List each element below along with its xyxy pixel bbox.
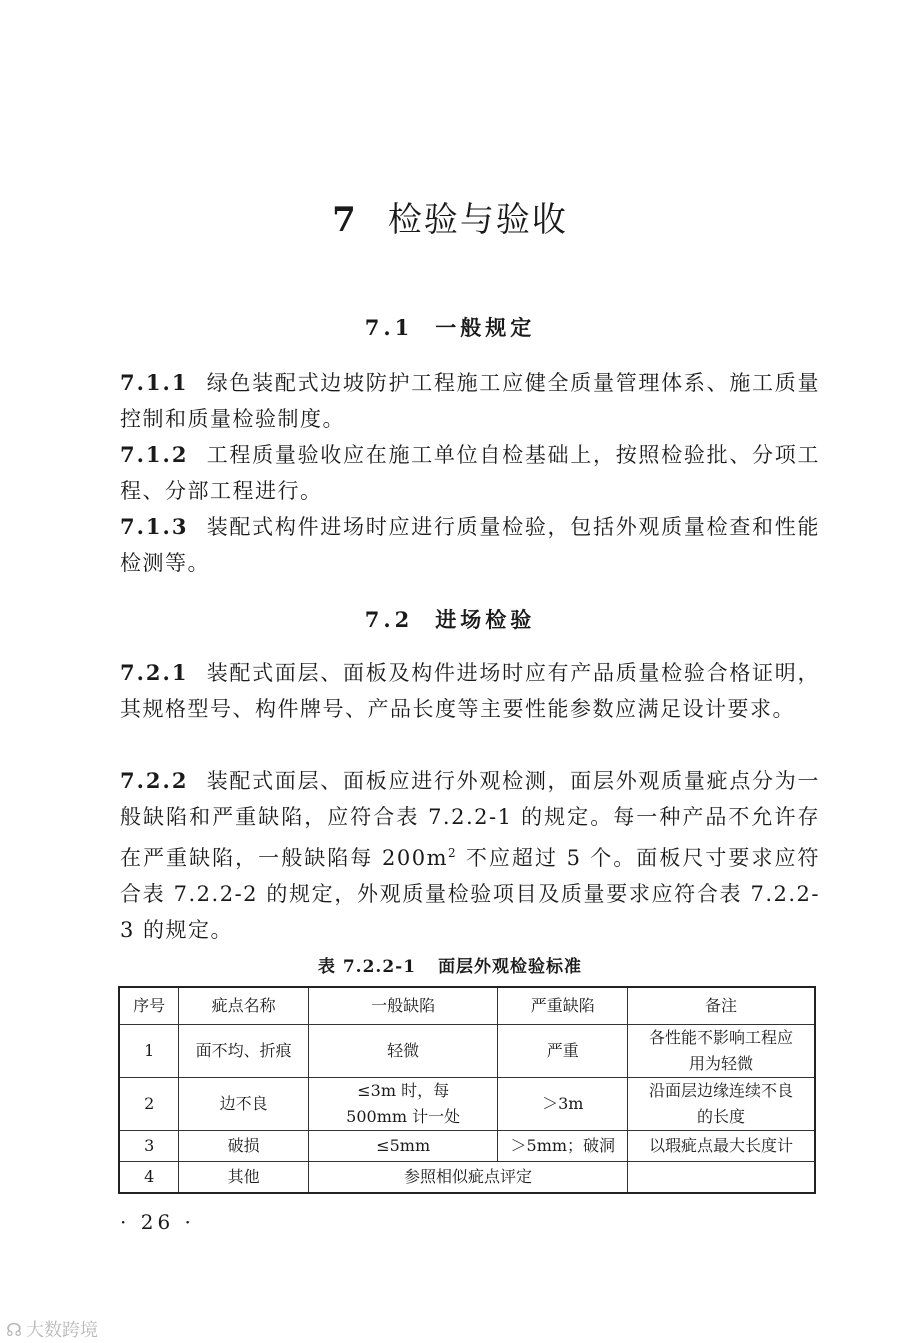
section-title-7-2 [0,604,900,634]
clause-text: 工程质量验收应在施工单位自检基础上，按照检验批、分项工程、分部工程进行。 [120,443,820,503]
table-row [119,1078,815,1131]
cell-name: 面不均、折痕 [179,1025,309,1078]
superscript: 2 [448,846,458,860]
clause-id: 7.1.2 [120,442,189,467]
clause-7-1-1 [120,365,820,437]
clause-7-2-1 [120,655,820,727]
clause-text: 装配式面层、面板及构件进场时应有产品质量检验合格证明，其规格型号、构件牌号、产品长度等主要性能参数应满足设计要求。 [120,661,820,721]
clause-id: 7.2.2 [120,768,189,793]
clause-id: 7.1.3 [120,514,189,539]
chapter-title [0,192,900,241]
table-row [119,1162,815,1194]
table-caption [0,952,900,977]
clause-text: 绿色装配式边坡防护工程施工应健全质量管理体系、施工质量控制和质量检验制度。 [120,371,820,431]
chapter-number: 7 [332,200,358,240]
cell-name: 破损 [179,1131,309,1162]
cell-general: 轻微 [308,1025,498,1078]
defect-table [118,986,816,1194]
section-name: 进场检验 [435,607,536,632]
clause-id: 7.2.1 [120,660,189,685]
header-cell: 严重缺陷 [498,987,628,1025]
clause-7-2-2 [120,763,820,948]
page-number: · 26 · [120,1210,195,1234]
cell-note: 以瑕疵点最大长度计 [628,1131,815,1162]
clause-id: 7.1.1 [120,370,189,395]
header-cell: 序号 [119,987,179,1025]
cell-severe: 严重 [498,1025,628,1078]
cell-name: 边不良 [179,1078,309,1131]
table-title: 面层外观检验标准 [438,957,583,977]
table-row [119,1025,815,1078]
clause-text-before: 装配式面层、面板应进行外观检测，面层外观质量疵点分为一般缺陷和严重缺陷，应符合表 7.2.2-1 的规定。每一种产品不允许存在严重缺陷，一般缺陷每 200m [120,769,820,870]
header-cell: 备注 [628,987,815,1025]
header-cell: 疵点名称 [179,987,309,1025]
header-cell: 一般缺陷 [308,987,498,1025]
cell-no: 3 [119,1131,179,1162]
cell-note: 沿面层边缘连续不良的长度 [628,1078,815,1131]
clause-7-1-2 [120,437,820,509]
watermark [6,1316,98,1342]
watermark-logo-icon: ☊ [6,1320,22,1341]
clause-7-1-3 [120,509,820,581]
cell-severe: ＞3m [498,1078,628,1131]
cell-merged: 参照相似疵点评定 [308,1162,627,1194]
cell-note [628,1162,815,1194]
section-number: 7.2 [364,607,414,632]
chapter-name: 检验与验收 [387,200,568,240]
cell-no: 4 [119,1162,179,1194]
table-row [119,1131,815,1162]
clause-text-after: 不应超过 5 个。面板尺寸要求应符合表 7.2.2-2 的规定，外观质量检验项目及质量要求应符合表 7.2.2-3 的规定。 [120,846,820,942]
cell-general: ≤5mm [308,1131,498,1162]
cell-note: 各性能不影响工程应用为轻微 [628,1025,815,1078]
cell-no: 2 [119,1078,179,1131]
section-name: 一般规定 [435,315,536,340]
table-header-row [119,987,815,1025]
cell-general: ≤3m 时，每 500mm 计一处 [308,1078,498,1131]
section-title-7-1 [0,312,900,342]
watermark-text: 大数跨境 [26,1320,98,1341]
cell-severe: ＞5mm；破洞 [498,1131,628,1162]
clause-text: 装配式构件进场时应进行质量检验，包括外观质量检查和性能检测等。 [120,515,820,575]
cell-no: 1 [119,1025,179,1078]
cell-name: 其他 [179,1162,309,1194]
section-number: 7.1 [364,315,414,340]
table-number: 表 7.2.2-1 [317,957,417,977]
